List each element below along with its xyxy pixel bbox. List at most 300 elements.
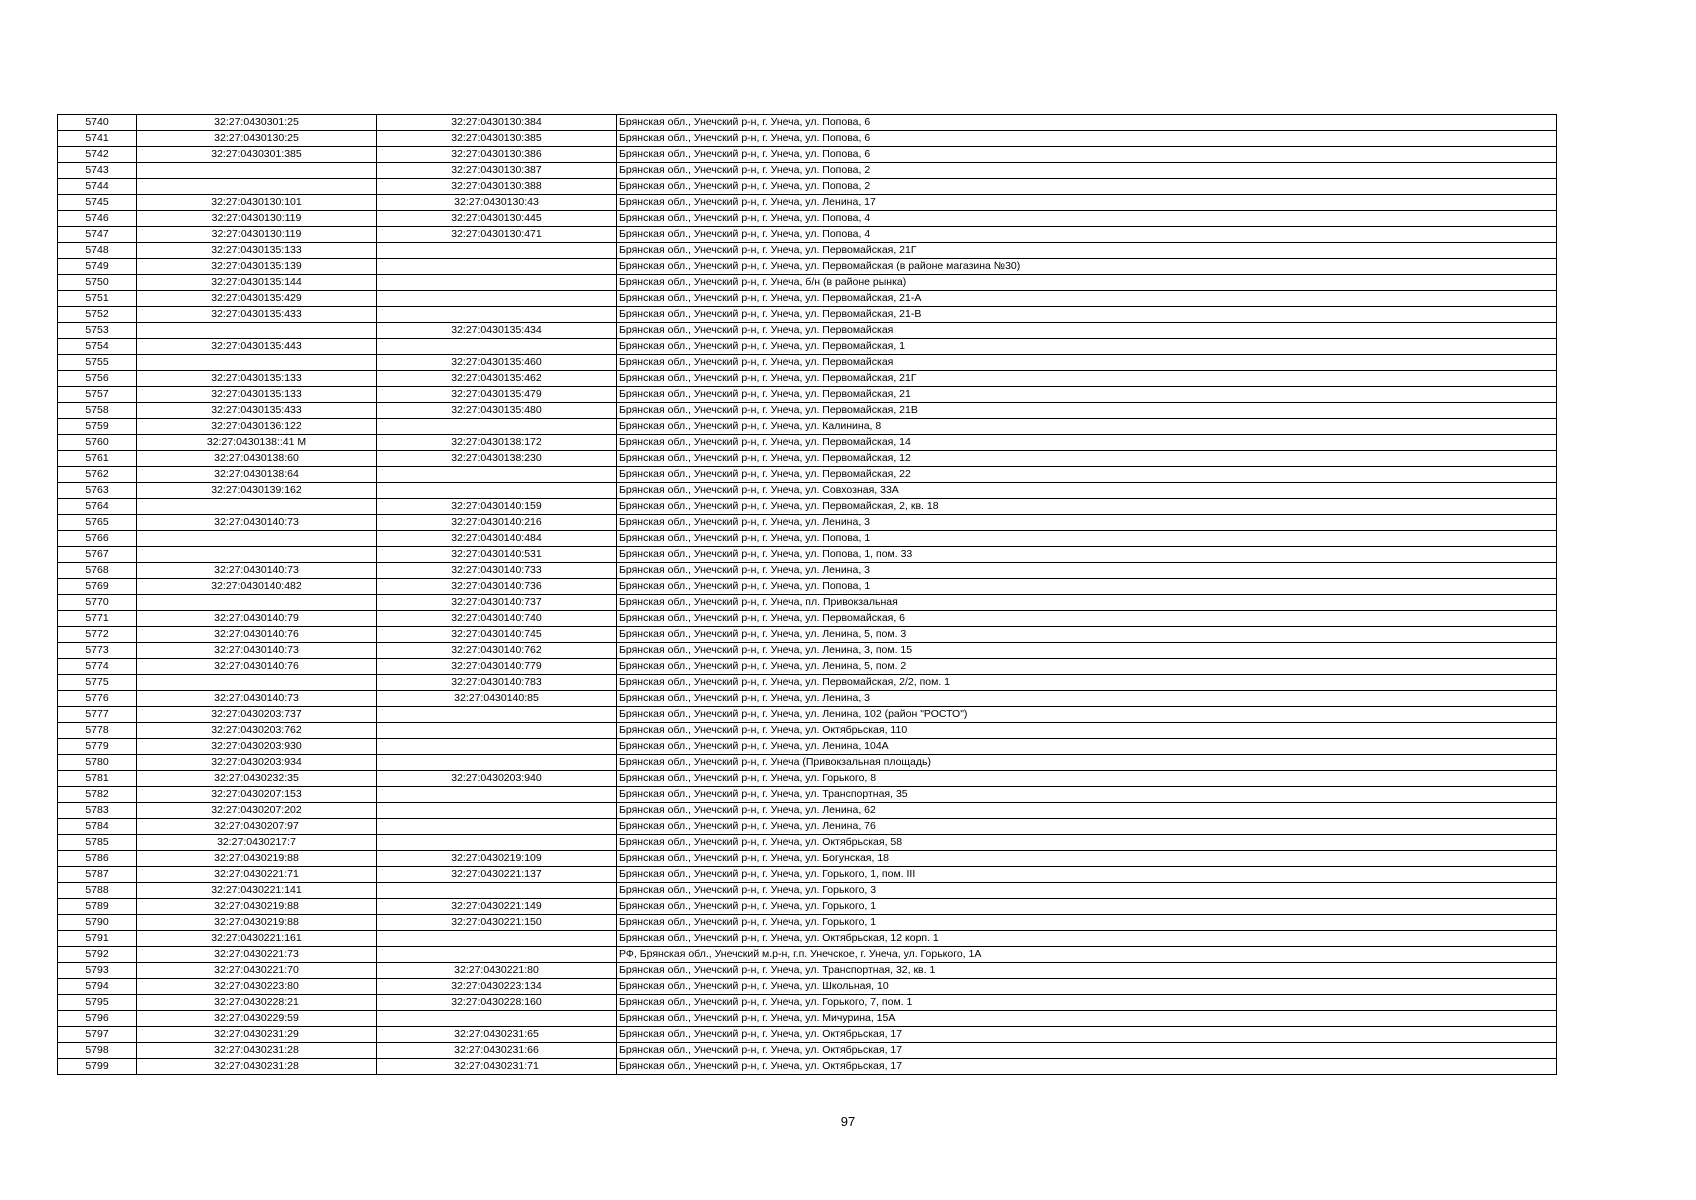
land-cadastral-number-cell: 32:27:0430228:21 (137, 995, 377, 1011)
row-number-cell: 5779 (58, 739, 137, 755)
land-cadastral-number-cell: 32:27:0430231:28 (137, 1059, 377, 1075)
table-row (58, 531, 1557, 547)
table-row (58, 835, 1557, 851)
object-cadastral-number-cell (377, 835, 617, 851)
object-cadastral-number-cell (377, 931, 617, 947)
table-row (58, 131, 1557, 147)
address-cell: Брянская обл., Унечский р-н, г. Унеча, пл. Привокзальная (617, 595, 1557, 611)
object-cadastral-number-cell: 32:27:0430231:65 (377, 1027, 617, 1043)
object-cadastral-number-cell: 32:27:0430140:484 (377, 531, 617, 547)
address-cell: Брянская обл., Унечский р-н, г. Унеча, ул. Ленина, 102 (район "РОСТО") (617, 707, 1557, 723)
row-number-cell: 5786 (58, 851, 137, 867)
row-number-cell: 5778 (58, 723, 137, 739)
address-cell: Брянская обл., Унечский р-н, г. Унеча (Привокзальная площадь) (617, 755, 1557, 771)
row-number-cell: 5764 (58, 499, 137, 515)
address-cell: Брянская обл., Унечский р-н, г. Унеча, ул. Попова, 6 (617, 147, 1557, 163)
address-cell: Брянская обл., Унечский р-н, г. Унеча, ул. Попова, 2 (617, 163, 1557, 179)
object-cadastral-number-cell (377, 339, 617, 355)
row-number-cell: 5768 (58, 563, 137, 579)
address-cell: Брянская обл., Унечский р-н, г. Унеча, ул. Первомайская, 21-В (617, 307, 1557, 323)
object-cadastral-number-cell: 32:27:0430219:109 (377, 851, 617, 867)
land-cadastral-number-cell: 32:27:0430138::41 М (137, 435, 377, 451)
registry-sheet (57, 114, 1556, 1075)
row-number-cell: 5769 (58, 579, 137, 595)
land-cadastral-number-cell (137, 163, 377, 179)
land-cadastral-number-cell: 32:27:0430135:443 (137, 339, 377, 355)
table-row (58, 467, 1557, 483)
table-row (58, 115, 1557, 131)
address-cell: Брянская обл., Унечский р-н, г. Унеча, ул. Октябрьская, 17 (617, 1043, 1557, 1059)
land-cadastral-number-cell: 32:27:0430301:385 (137, 147, 377, 163)
land-cadastral-number-cell: 32:27:0430301:25 (137, 115, 377, 131)
row-number-cell: 5743 (58, 163, 137, 179)
row-number-cell: 5759 (58, 419, 137, 435)
table-row (58, 883, 1557, 899)
address-cell: Брянская обл., Унечский р-н, г. Унеча, б/н (в районе рынка) (617, 275, 1557, 291)
registry-table-body (58, 115, 1557, 1075)
row-number-cell: 5742 (58, 147, 137, 163)
table-row (58, 915, 1557, 931)
table-row (58, 403, 1557, 419)
table-row (58, 627, 1557, 643)
land-cadastral-number-cell: 32:27:0430139:162 (137, 483, 377, 499)
row-number-cell: 5749 (58, 259, 137, 275)
table-row (58, 1027, 1557, 1043)
address-cell: Брянская обл., Унечский р-н, г. Унеча, ул. Первомайская, 14 (617, 435, 1557, 451)
address-cell: Брянская обл., Унечский р-н, г. Унеча, ул. Октябрьская, 17 (617, 1059, 1557, 1075)
table-row (58, 819, 1557, 835)
object-cadastral-number-cell (377, 419, 617, 435)
table-row (58, 515, 1557, 531)
address-cell: Брянская обл., Унечский р-н, г. Унеча, ул. Октябрьская, 58 (617, 835, 1557, 851)
land-cadastral-number-cell: 32:27:0430130:119 (137, 211, 377, 227)
land-cadastral-number-cell: 32:27:0430136:122 (137, 419, 377, 435)
land-cadastral-number-cell: 32:27:0430135:144 (137, 275, 377, 291)
land-cadastral-number-cell: 32:27:0430207:97 (137, 819, 377, 835)
row-number-cell: 5783 (58, 803, 137, 819)
table-row (58, 147, 1557, 163)
land-cadastral-number-cell: 32:27:0430221:73 (137, 947, 377, 963)
object-cadastral-number-cell: 32:27:0430221:150 (377, 915, 617, 931)
land-cadastral-number-cell: 32:27:0430130:25 (137, 131, 377, 147)
object-cadastral-number-cell (377, 307, 617, 323)
address-cell: Брянская обл., Унечский р-н, г. Унеча, ул. Попова, 1 (617, 579, 1557, 595)
page-number: 97 (840, 1114, 856, 1129)
table-row (58, 163, 1557, 179)
row-number-cell: 5761 (58, 451, 137, 467)
address-cell: Брянская обл., Унечский р-н, г. Унеча, ул. Первомайская, 6 (617, 611, 1557, 627)
row-number-cell: 5790 (58, 915, 137, 931)
address-cell: Брянская обл., Унечский р-н, г. Унеча, ул. Первомайская (617, 355, 1557, 371)
object-cadastral-number-cell: 32:27:0430223:134 (377, 979, 617, 995)
object-cadastral-number-cell (377, 291, 617, 307)
row-number-cell: 5782 (58, 787, 137, 803)
object-cadastral-number-cell: 32:27:0430140:736 (377, 579, 617, 595)
table-row (58, 339, 1557, 355)
land-cadastral-number-cell: 32:27:0430130:101 (137, 195, 377, 211)
table-row (58, 275, 1557, 291)
table-row (58, 675, 1557, 691)
table-row (58, 243, 1557, 259)
row-number-cell: 5741 (58, 131, 137, 147)
table-row (58, 563, 1557, 579)
address-cell: Брянская обл., Унечский р-н, г. Унеча, ул. Ленина, 76 (617, 819, 1557, 835)
table-row (58, 707, 1557, 723)
table-row (58, 435, 1557, 451)
object-cadastral-number-cell: 32:27:0430140:783 (377, 675, 617, 691)
table-row (58, 1011, 1557, 1027)
land-cadastral-number-cell: 32:27:0430219:88 (137, 899, 377, 915)
object-cadastral-number-cell: 32:27:0430135:479 (377, 387, 617, 403)
object-cadastral-number-cell: 32:27:0430221:137 (377, 867, 617, 883)
object-cadastral-number-cell: 32:27:0430140:531 (377, 547, 617, 563)
address-cell: Брянская обл., Унечский р-н, г. Унеча, ул. Первомайская, 21Г (617, 371, 1557, 387)
row-number-cell: 5757 (58, 387, 137, 403)
table-row (58, 755, 1557, 771)
address-cell: Брянская обл., Унечский р-н, г. Унеча, ул. Попова, 2 (617, 179, 1557, 195)
land-cadastral-number-cell: 32:27:0430229:59 (137, 1011, 377, 1027)
address-cell: Брянская обл., Унечский р-н, г. Унеча, ул. Попова, 4 (617, 227, 1557, 243)
address-cell: Брянская обл., Унечский р-н, г. Унеча, ул. Горького, 1 (617, 899, 1557, 915)
land-cadastral-number-cell (137, 499, 377, 515)
row-number-cell: 5777 (58, 707, 137, 723)
row-number-cell: 5746 (58, 211, 137, 227)
row-number-cell: 5750 (58, 275, 137, 291)
row-number-cell: 5793 (58, 963, 137, 979)
land-cadastral-number-cell: 32:27:0430135:133 (137, 243, 377, 259)
address-cell: Брянская обл., Унечский р-н, г. Унеча, ул. Горького, 8 (617, 771, 1557, 787)
address-cell: Брянская обл., Унечский р-н, г. Унеча, ул. Первомайская (617, 323, 1557, 339)
row-number-cell: 5763 (58, 483, 137, 499)
address-cell: Брянская обл., Унечский р-н, г. Унеча, ул. Ленина, 5, пом. 3 (617, 627, 1557, 643)
table-row (58, 211, 1557, 227)
land-cadastral-number-cell: 32:27:0430135:433 (137, 403, 377, 419)
row-number-cell: 5755 (58, 355, 137, 371)
table-row (58, 595, 1557, 611)
object-cadastral-number-cell (377, 1011, 617, 1027)
object-cadastral-number-cell: 32:27:0430140:779 (377, 659, 617, 675)
row-number-cell: 5789 (58, 899, 137, 915)
table-row (58, 195, 1557, 211)
object-cadastral-number-cell: 32:27:0430140:159 (377, 499, 617, 515)
land-cadastral-number-cell: 32:27:0430203:934 (137, 755, 377, 771)
object-cadastral-number-cell: 32:27:0430140:216 (377, 515, 617, 531)
row-number-cell: 5774 (58, 659, 137, 675)
address-cell: Брянская обл., Унечский р-н, г. Унеча, ул. Ленина, 5, пом. 2 (617, 659, 1557, 675)
table-row (58, 371, 1557, 387)
land-cadastral-number-cell: 32:27:0430135:133 (137, 387, 377, 403)
land-cadastral-number-cell: 32:27:0430140:76 (137, 659, 377, 675)
address-cell: Брянская обл., Унечский р-н, г. Унеча, ул. Ленина, 3 (617, 691, 1557, 707)
object-cadastral-number-cell: 32:27:0430221:80 (377, 963, 617, 979)
land-cadastral-number-cell: 32:27:0430221:141 (137, 883, 377, 899)
address-cell: Брянская обл., Унечский р-н, г. Унеча, ул. Первомайская, 21В (617, 403, 1557, 419)
land-cadastral-number-cell: 32:27:0430219:88 (137, 915, 377, 931)
address-cell: Брянская обл., Унечский р-н, г. Унеча, ул. Ленина, 3, пом. 15 (617, 643, 1557, 659)
land-cadastral-number-cell (137, 179, 377, 195)
object-cadastral-number-cell: 32:27:0430140:737 (377, 595, 617, 611)
address-cell: Брянская обл., Унечский р-н, г. Унеча, ул. Ленина, 3 (617, 563, 1557, 579)
table-row (58, 499, 1557, 515)
row-number-cell: 5767 (58, 547, 137, 563)
object-cadastral-number-cell (377, 259, 617, 275)
registry-table (57, 114, 1557, 1075)
address-cell: Брянская обл., Унечский р-н, г. Унеча, ул. Горького, 7, пом. 1 (617, 995, 1557, 1011)
table-row (58, 547, 1557, 563)
address-cell: Брянская обл., Унечский р-н, г. Унеча, ул. Первомайская, 2, кв. 18 (617, 499, 1557, 515)
table-row (58, 291, 1557, 307)
address-cell: Брянская обл., Унечский р-н, г. Унеча, ул. Ленина, 3 (617, 515, 1557, 531)
land-cadastral-number-cell (137, 531, 377, 547)
land-cadastral-number-cell: 32:27:0430135:433 (137, 307, 377, 323)
table-row (58, 867, 1557, 883)
object-cadastral-number-cell (377, 483, 617, 499)
land-cadastral-number-cell: 32:27:0430140:73 (137, 563, 377, 579)
table-row (58, 787, 1557, 803)
object-cadastral-number-cell (377, 947, 617, 963)
row-number-cell: 5776 (58, 691, 137, 707)
address-cell: Брянская обл., Унечский р-н, г. Унеча, ул. Октябрьская, 17 (617, 1027, 1557, 1043)
object-cadastral-number-cell: 32:27:0430130:388 (377, 179, 617, 195)
address-cell: Брянская обл., Унечский р-н, г. Унеча, ул. Октябрьская, 110 (617, 723, 1557, 739)
object-cadastral-number-cell: 32:27:0430130:445 (377, 211, 617, 227)
row-number-cell: 5794 (58, 979, 137, 995)
land-cadastral-number-cell (137, 323, 377, 339)
land-cadastral-number-cell (137, 675, 377, 691)
object-cadastral-number-cell (377, 275, 617, 291)
address-cell: Брянская обл., Унечский р-н, г. Унеча, ул. Первомайская, 1 (617, 339, 1557, 355)
object-cadastral-number-cell: 32:27:0430130:385 (377, 131, 617, 147)
address-cell: Брянская обл., Унечский р-н, г. Унеча, ул. Попова, 1 (617, 531, 1557, 547)
row-number-cell: 5756 (58, 371, 137, 387)
land-cadastral-number-cell (137, 595, 377, 611)
land-cadastral-number-cell: 32:27:0430231:28 (137, 1043, 377, 1059)
row-number-cell: 5795 (58, 995, 137, 1011)
object-cadastral-number-cell (377, 787, 617, 803)
row-number-cell: 5784 (58, 819, 137, 835)
object-cadastral-number-cell: 32:27:0430130:384 (377, 115, 617, 131)
row-number-cell: 5788 (58, 883, 137, 899)
object-cadastral-number-cell: 32:27:0430221:149 (377, 899, 617, 915)
table-row (58, 931, 1557, 947)
object-cadastral-number-cell (377, 803, 617, 819)
land-cadastral-number-cell: 32:27:0430135:429 (137, 291, 377, 307)
address-cell: Брянская обл., Унечский р-н, г. Унеча, ул. Попова, 6 (617, 131, 1557, 147)
land-cadastral-number-cell: 32:27:0430203:737 (137, 707, 377, 723)
object-cadastral-number-cell (377, 819, 617, 835)
object-cadastral-number-cell (377, 755, 617, 771)
table-row (58, 451, 1557, 467)
object-cadastral-number-cell (377, 883, 617, 899)
table-row (58, 963, 1557, 979)
land-cadastral-number-cell: 32:27:0430203:930 (137, 739, 377, 755)
land-cadastral-number-cell (137, 355, 377, 371)
land-cadastral-number-cell: 32:27:0430221:161 (137, 931, 377, 947)
object-cadastral-number-cell: 32:27:0430130:43 (377, 195, 617, 211)
table-row (58, 899, 1557, 915)
table-row (58, 323, 1557, 339)
row-number-cell: 5785 (58, 835, 137, 851)
row-number-cell: 5796 (58, 1011, 137, 1027)
address-cell: Брянская обл., Унечский р-н, г. Унеча, ул. Горького, 3 (617, 883, 1557, 899)
land-cadastral-number-cell: 32:27:0430140:76 (137, 627, 377, 643)
table-row (58, 227, 1557, 243)
table-row (58, 579, 1557, 595)
address-cell: РФ, Брянская обл., Унечский м.р-н, г.п. Унечское, г. Унеча, ул. Горького, 1А (617, 947, 1557, 963)
row-number-cell: 5752 (58, 307, 137, 323)
address-cell: Брянская обл., Унечский р-н, г. Унеча, ул. Попова, 1, пом. 33 (617, 547, 1557, 563)
land-cadastral-number-cell: 32:27:0430138:64 (137, 467, 377, 483)
row-number-cell: 5775 (58, 675, 137, 691)
table-row (58, 851, 1557, 867)
object-cadastral-number-cell: 32:27:0430228:160 (377, 995, 617, 1011)
table-row (58, 947, 1557, 963)
address-cell: Брянская обл., Унечский р-н, г. Унеча, ул. Горького, 1 (617, 915, 1557, 931)
object-cadastral-number-cell: 32:27:0430140:733 (377, 563, 617, 579)
table-row (58, 419, 1557, 435)
land-cadastral-number-cell: 32:27:0430138:60 (137, 451, 377, 467)
row-number-cell: 5747 (58, 227, 137, 243)
object-cadastral-number-cell: 32:27:0430203:940 (377, 771, 617, 787)
object-cadastral-number-cell: 32:27:0430135:434 (377, 323, 617, 339)
land-cadastral-number-cell: 32:27:0430207:153 (137, 787, 377, 803)
row-number-cell: 5798 (58, 1043, 137, 1059)
table-row (58, 771, 1557, 787)
land-cadastral-number-cell: 32:27:0430135:133 (137, 371, 377, 387)
address-cell: Брянская обл., Унечский р-н, г. Унеча, ул. Транспортная, 32, кв. 1 (617, 963, 1557, 979)
address-cell: Брянская обл., Унечский р-н, г. Унеча, ул. Попова, 4 (617, 211, 1557, 227)
object-cadastral-number-cell: 32:27:0430231:71 (377, 1059, 617, 1075)
address-cell: Брянская обл., Унечский р-н, г. Унеча, ул. Первомайская, 21-А (617, 291, 1557, 307)
row-number-cell: 5773 (58, 643, 137, 659)
object-cadastral-number-cell: 32:27:0430135:480 (377, 403, 617, 419)
land-cadastral-number-cell: 32:27:0430140:482 (137, 579, 377, 595)
land-cadastral-number-cell: 32:27:0430140:73 (137, 643, 377, 659)
row-number-cell: 5799 (58, 1059, 137, 1075)
object-cadastral-number-cell: 32:27:0430130:386 (377, 147, 617, 163)
row-number-cell: 5748 (58, 243, 137, 259)
row-number-cell: 5787 (58, 867, 137, 883)
row-number-cell: 5744 (58, 179, 137, 195)
table-row (58, 803, 1557, 819)
land-cadastral-number-cell: 32:27:0430221:70 (137, 963, 377, 979)
object-cadastral-number-cell (377, 243, 617, 259)
table-row (58, 1043, 1557, 1059)
row-number-cell: 5758 (58, 403, 137, 419)
row-number-cell: 5772 (58, 627, 137, 643)
address-cell: Брянская обл., Унечский р-н, г. Унеча, ул. Попова, 6 (617, 115, 1557, 131)
object-cadastral-number-cell: 32:27:0430138:230 (377, 451, 617, 467)
address-cell: Брянская обл., Унечский р-н, г. Унеча, ул. Первомайская, 21 (617, 387, 1557, 403)
address-cell: Брянская обл., Унечский р-н, г. Унеча, ул. Транспортная, 35 (617, 787, 1557, 803)
address-cell: Брянская обл., Унечский р-н, г. Унеча, ул. Ленина, 104А (617, 739, 1557, 755)
object-cadastral-number-cell: 32:27:0430130:387 (377, 163, 617, 179)
table-row (58, 643, 1557, 659)
table-row (58, 659, 1557, 675)
object-cadastral-number-cell (377, 739, 617, 755)
table-row (58, 179, 1557, 195)
row-number-cell: 5753 (58, 323, 137, 339)
address-cell: Брянская обл., Унечский р-н, г. Унеча, ул. Школьная, 10 (617, 979, 1557, 995)
row-number-cell: 5792 (58, 947, 137, 963)
object-cadastral-number-cell: 32:27:0430130:471 (377, 227, 617, 243)
row-number-cell: 5765 (58, 515, 137, 531)
table-row (58, 611, 1557, 627)
table-row (58, 723, 1557, 739)
land-cadastral-number-cell: 32:27:0430130:119 (137, 227, 377, 243)
table-row (58, 259, 1557, 275)
address-cell: Брянская обл., Унечский р-н, г. Унеча, ул. Ленина, 17 (617, 195, 1557, 211)
object-cadastral-number-cell (377, 723, 617, 739)
row-number-cell: 5797 (58, 1027, 137, 1043)
address-cell: Брянская обл., Унечский р-н, г. Унеча, ул. Первомайская (в районе магазина №30) (617, 259, 1557, 275)
object-cadastral-number-cell: 32:27:0430135:460 (377, 355, 617, 371)
object-cadastral-number-cell: 32:27:0430140:740 (377, 611, 617, 627)
table-row (58, 995, 1557, 1011)
address-cell: Брянская обл., Унечский р-н, г. Унеча, ул. Первомайская, 12 (617, 451, 1557, 467)
table-row (58, 387, 1557, 403)
land-cadastral-number-cell: 32:27:0430140:79 (137, 611, 377, 627)
land-cadastral-number-cell: 32:27:0430140:73 (137, 515, 377, 531)
object-cadastral-number-cell: 32:27:0430140:762 (377, 643, 617, 659)
land-cadastral-number-cell: 32:27:0430219:88 (137, 851, 377, 867)
table-row (58, 739, 1557, 755)
row-number-cell: 5770 (58, 595, 137, 611)
address-cell: Брянская обл., Унечский р-н, г. Унеча, ул. Октябрьская, 12 корп. 1 (617, 931, 1557, 947)
row-number-cell: 5751 (58, 291, 137, 307)
object-cadastral-number-cell: 32:27:0430140:745 (377, 627, 617, 643)
address-cell: Брянская обл., Унечский р-н, г. Унеча, ул. Первомайская, 2/2, пом. 1 (617, 675, 1557, 691)
land-cadastral-number-cell (137, 547, 377, 563)
row-number-cell: 5760 (58, 435, 137, 451)
row-number-cell: 5740 (58, 115, 137, 131)
object-cadastral-number-cell: 32:27:0430138:172 (377, 435, 617, 451)
address-cell: Брянская обл., Унечский р-н, г. Унеча, ул. Совхозная, 33А (617, 483, 1557, 499)
row-number-cell: 5762 (58, 467, 137, 483)
land-cadastral-number-cell: 32:27:0430232:35 (137, 771, 377, 787)
table-row (58, 483, 1557, 499)
address-cell: Брянская обл., Унечский р-н, г. Унеча, ул. Калинина, 8 (617, 419, 1557, 435)
row-number-cell: 5781 (58, 771, 137, 787)
land-cadastral-number-cell: 32:27:0430221:71 (137, 867, 377, 883)
land-cadastral-number-cell: 32:27:0430203:762 (137, 723, 377, 739)
row-number-cell: 5766 (58, 531, 137, 547)
land-cadastral-number-cell: 32:27:0430231:29 (137, 1027, 377, 1043)
land-cadastral-number-cell: 32:27:0430207:202 (137, 803, 377, 819)
land-cadastral-number-cell: 32:27:0430140:73 (137, 691, 377, 707)
address-cell: Брянская обл., Унечский р-н, г. Унеча, ул. Богунская, 18 (617, 851, 1557, 867)
object-cadastral-number-cell (377, 707, 617, 723)
row-number-cell: 5754 (58, 339, 137, 355)
address-cell: Брянская обл., Унечский р-н, г. Унеча, ул. Мичурина, 15А (617, 1011, 1557, 1027)
object-cadastral-number-cell: 32:27:0430140:85 (377, 691, 617, 707)
address-cell: Брянская обл., Унечский р-н, г. Унеча, ул. Ленина, 62 (617, 803, 1557, 819)
table-row (58, 1059, 1557, 1075)
land-cadastral-number-cell: 32:27:0430223:80 (137, 979, 377, 995)
address-cell: Брянская обл., Унечский р-н, г. Унеча, ул. Первомайская, 21Г (617, 243, 1557, 259)
row-number-cell: 5791 (58, 931, 137, 947)
address-cell: Брянская обл., Унечский р-н, г. Унеча, ул. Горького, 1, пом. III (617, 867, 1557, 883)
table-row (58, 355, 1557, 371)
row-number-cell: 5780 (58, 755, 137, 771)
row-number-cell: 5745 (58, 195, 137, 211)
address-cell: Брянская обл., Унечский р-н, г. Унеча, ул. Первомайская, 22 (617, 467, 1557, 483)
object-cadastral-number-cell (377, 467, 617, 483)
table-row (58, 979, 1557, 995)
table-row (58, 691, 1557, 707)
land-cadastral-number-cell: 32:27:0430217:7 (137, 835, 377, 851)
object-cadastral-number-cell: 32:27:0430135:462 (377, 371, 617, 387)
